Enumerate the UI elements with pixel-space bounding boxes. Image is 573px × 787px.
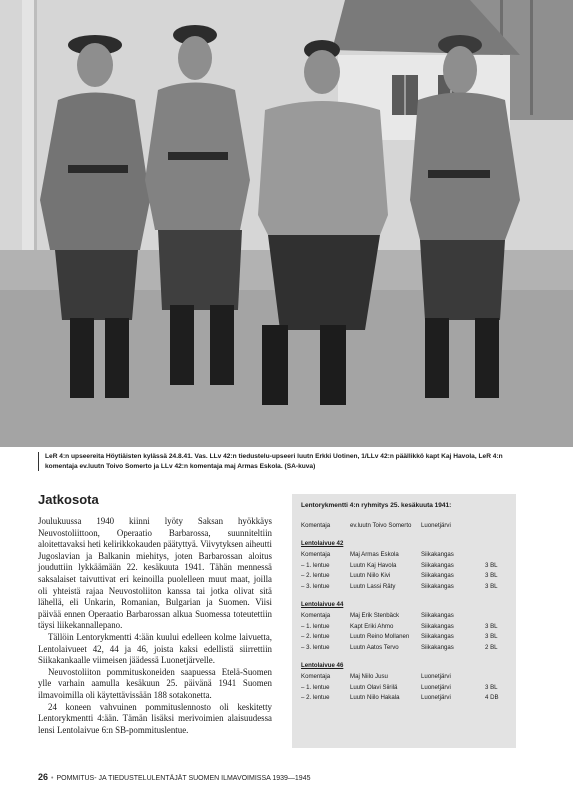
group-title: Lentolaivue 42 [301,540,344,548]
table-row [301,692,508,703]
cell-role: – 3. lentue [301,582,330,590]
paragraph: Neuvostoliiton pommituskoneiden saapuessa Etelä-Suomen ylle varhain aamulla kesäkuun 25. päivänä 1941 Suomen ilmavoimilla oli käytettävissään 188 sotakonetta. [38,666,272,700]
cell-location: Siikakangas [421,622,454,630]
table-row [301,631,508,642]
cell-role: – 1. lentue [301,622,330,630]
cell-role: – 1. lentue [301,561,330,569]
cell-aircraft: 2 BL [485,643,498,651]
cell-location: Luonetjärvi [421,672,451,680]
running-title: POMMITUS- JA TIEDUSTELULENTÄJÄT SUOMEN ILMAVOIMISSA 1939—1945 [56,775,311,782]
table-row [301,549,508,560]
paragraph: 24 koneen vahvuinen pommituslennosto oli keskitetty Lentorykmentti 4:ään. Tämän lisäksi merivoimien alaisuudessa lensi Lentolaivue 6:n SB-pommituslentue. [38,701,272,735]
cell-name: Maj Niilo Jusu [350,672,388,680]
cell-location: Siikakangas [421,582,454,590]
group-title: Lentolaivue 46 [301,662,344,670]
table-row [301,570,508,581]
cell-location: Siikakangas [421,550,454,558]
cell-name: Maj Armas Eskola [350,550,399,558]
cell-location: Siikakangas [421,611,454,619]
page-number: 26 [38,772,49,782]
cell-name: Luutn Lassi Räty [350,582,396,590]
cell-role: Komentaja [301,550,331,558]
cell-name: ev.luutn Toivo Somerto [350,521,412,529]
cell-aircraft: 3 BL [485,683,498,691]
cell-role: Komentaja [301,521,331,529]
cell-name: Luutn Kaj Havola [350,561,397,569]
table-row [301,642,508,653]
cell-aircraft: 3 BL [485,633,498,641]
page-footer [38,772,311,782]
cell-name: Luutn Niilo Kivi [350,572,391,580]
photo-caption: LeR 4:n upseereita Höytiäisten kylässä 24.8.41. Vas. LLv 42:n tiedustelu-upseeri luutn Erkki Uotinen, 1/LLv 42:n päällikkö kapt Kaj Havola, LeR 4:n komentaja ev.luutn Toivo Somerto ja LLv 42:n komentaja maj Armas Eskola. (SA-kuva) [38,452,528,471]
cell-location: Siikakangas [421,561,454,569]
group-title: Lentolaivue 44 [301,601,344,609]
cell-name: Luutn Niilo Hakala [350,694,400,702]
cell-aircraft: 3 BL [485,622,498,630]
cell-role: – 2. lentue [301,572,330,580]
cell-role: Komentaja [301,672,331,680]
cell-name: Luutn Olavi Siirilä [350,683,398,691]
cell-location: Siikakangas [421,572,454,580]
cell-name: Luutn Reino Mollanen [350,633,410,641]
paragraph: Joulukuussa 1940 kiinni lyöty Saksan hyökkäys Neuvostoliittoon, Operaatio Barbarossa, suunniteltiin aloitettavaksi heti kelirikkokauden päätyttyä. Viivytyksen aiheutti Jugoslavian ja Balkanin miehitys, joten Barbarossan aloitus jouduttiin lykkäämään 22. kesäkuuta 1941. Tähän mennessä saksalaiset taivuttivat eri keinoilla puolelleen muut maat, joilla oli yhteistä rajaa Neuvostoliiton kanssa tai jotka olivat sitä lähellä, eli Unkarin, Romanian, Bulgarian ja Suomen. Viisi päivää ennen Operaatio Barbarossan alkua Suomessa toteutettiin täysi liikekannallepano. [38,516,272,631]
cell-name: Kapt Eriki Ahmo [350,622,394,630]
cell-aircraft: 4 DB [485,694,499,702]
cell-aircraft: 3 BL [485,572,498,580]
cell-role: – 1. lentue [301,683,330,691]
cell-location: Luonetjärvi [421,521,451,529]
cell-aircraft: 3 BL [485,582,498,590]
table-row [301,682,508,693]
cell-location: Siikakangas [421,643,454,651]
table-row [301,610,508,621]
organization-sidebar [292,494,516,748]
article-body [38,516,272,736]
table-row [301,581,508,592]
table-row [301,671,508,682]
cell-role: – 2. lentue [301,694,330,702]
cell-location: Siikakangas [421,633,454,641]
cell-location: Luonetjärvi [421,683,451,691]
cell-aircraft: 3 BL [485,561,498,569]
cell-role: Komentaja [301,611,331,619]
table-row [301,560,508,571]
footer-separator: • [51,775,54,782]
cell-location: Luonetjärvi [421,694,451,702]
cell-role: – 2. lentue [301,633,330,641]
cell-role: – 3. lentue [301,643,330,651]
table-row [301,621,508,632]
section-title: Jatkosota [38,492,99,507]
cell-name: Luutn Aatos Tervo [350,643,399,651]
cell-name: Maj Erik Stenbäck [350,611,400,619]
paragraph: Tällöin Lentorykmentti 4:ään kuului edelleen kolme laivuetta, Lentolaivueet 42, 44 ja 46, joista kaksi edellistä siirrettiin Siikakankaalle viimeisen jäädessä Luonetjärvelle. [38,631,272,666]
sidebar-heading: Lentorykmentti 4:n ryhmitys 25. kesäkuuta 1941: [301,502,452,509]
commander-row [301,520,508,531]
